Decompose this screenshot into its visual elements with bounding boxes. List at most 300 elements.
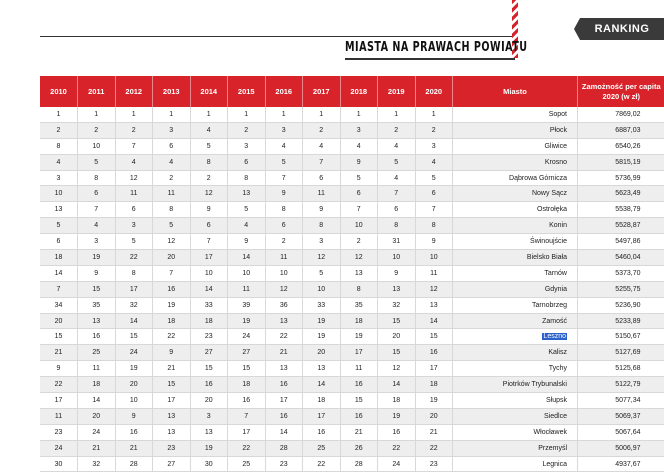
rank-cell: 4 — [40, 154, 78, 170]
rank-cell: 24 — [40, 440, 78, 456]
wealth-cell: 6540,26 — [578, 138, 664, 154]
rank-cell: 15 — [228, 361, 266, 377]
city-name: Sopot — [549, 111, 567, 118]
rank-cell: 20 — [378, 329, 416, 345]
rank-cell: 19 — [340, 329, 378, 345]
rank-cell: 23 — [265, 456, 303, 472]
wealth-cell: 5236,90 — [578, 297, 664, 313]
rank-cell: 15 — [190, 361, 228, 377]
rank-cell: 11 — [415, 265, 453, 281]
rank-cell: 13 — [265, 313, 303, 329]
rank-cell: 2 — [40, 122, 78, 138]
rank-cell: 10 — [40, 186, 78, 202]
rank-cell: 14 — [115, 313, 153, 329]
rank-cell: 35 — [78, 297, 116, 313]
rank-cell: 8 — [378, 218, 416, 234]
table-row — [40, 265, 664, 281]
rank-cell: 6 — [415, 186, 453, 202]
table-row — [40, 250, 664, 266]
rank-cell: 5 — [228, 202, 266, 218]
rank-cell: 27 — [190, 345, 228, 361]
wealth-cell: 5623,49 — [578, 186, 664, 202]
rank-cell: 8 — [40, 138, 78, 154]
rank-cell: 4 — [378, 138, 416, 154]
rank-cell: 15 — [378, 313, 416, 329]
rank-cell: 28 — [340, 456, 378, 472]
rank-cell: 16 — [378, 424, 416, 440]
rank-cell: 17 — [340, 345, 378, 361]
rank-cell: 20 — [40, 313, 78, 329]
rank-cell: 19 — [115, 361, 153, 377]
rank-cell: 21 — [265, 345, 303, 361]
city-cell — [453, 186, 578, 202]
rank-cell: 3 — [228, 138, 266, 154]
rank-cell: 14 — [415, 313, 453, 329]
rank-cell: 12 — [415, 281, 453, 297]
rank-cell: 9 — [303, 202, 341, 218]
rank-cell: 15 — [115, 329, 153, 345]
rank-cell: 13 — [40, 202, 78, 218]
rank-cell: 11 — [228, 281, 266, 297]
rank-cell: 16 — [303, 424, 341, 440]
wealth-cell: 4937,67 — [578, 456, 664, 472]
rank-cell: 7 — [78, 202, 116, 218]
table-row — [40, 440, 664, 456]
rank-cell: 17 — [303, 408, 341, 424]
table-row — [40, 456, 664, 472]
wealth-cell: 6887,03 — [578, 122, 664, 138]
rank-cell: 7 — [190, 234, 228, 250]
city-cell — [453, 281, 578, 297]
rank-cell: 11 — [40, 408, 78, 424]
rank-cell: 3 — [190, 408, 228, 424]
rank-cell: 19 — [190, 440, 228, 456]
rank-cell: 16 — [190, 377, 228, 393]
city-name: Tarnobrzeg — [532, 302, 567, 309]
wealth-cell: 5233,89 — [578, 313, 664, 329]
rank-cell: 20 — [78, 408, 116, 424]
rank-cell: 18 — [153, 313, 191, 329]
city-name: Włocławek — [534, 429, 567, 436]
rank-cell: 32 — [78, 456, 116, 472]
rank-cell: 7 — [115, 138, 153, 154]
rank-cell: 10 — [303, 281, 341, 297]
city-name: Bielsko Biała — [527, 254, 567, 261]
table-row — [40, 361, 664, 377]
rank-cell: 2 — [303, 122, 341, 138]
rank-cell: 9 — [78, 265, 116, 281]
city-cell — [453, 393, 578, 409]
city-cell — [453, 250, 578, 266]
city-name: Nowy Sącz — [532, 190, 567, 197]
wealth-cell: 5006,97 — [578, 440, 664, 456]
rank-cell: 19 — [153, 297, 191, 313]
rank-cell: 6 — [340, 186, 378, 202]
rank-cell: 14 — [378, 377, 416, 393]
rank-cell: 9 — [40, 361, 78, 377]
rank-cell: 8 — [228, 170, 266, 186]
rank-cell: 23 — [153, 440, 191, 456]
column-header-year: 2019 — [378, 76, 416, 107]
rank-cell: 13 — [228, 186, 266, 202]
rank-cell: 6 — [115, 202, 153, 218]
rank-cell: 16 — [228, 393, 266, 409]
rank-cell: 7 — [40, 281, 78, 297]
rank-cell: 5 — [115, 234, 153, 250]
city-cell — [453, 361, 578, 377]
city-cell — [453, 313, 578, 329]
rank-cell: 10 — [115, 393, 153, 409]
rank-cell: 13 — [340, 265, 378, 281]
city-cell — [453, 265, 578, 281]
table-row — [40, 393, 664, 409]
rank-cell: 7 — [303, 154, 341, 170]
rank-cell: 5 — [78, 154, 116, 170]
city-cell — [453, 170, 578, 186]
city-cell — [453, 122, 578, 138]
rank-cell: 10 — [228, 265, 266, 281]
rank-cell: 5 — [153, 218, 191, 234]
rank-cell: 3 — [415, 138, 453, 154]
rank-cell: 28 — [115, 456, 153, 472]
city-cell — [453, 138, 578, 154]
rank-cell: 8 — [78, 170, 116, 186]
page-title: MIASTA NA PRAWACH POWIATU — [345, 40, 528, 55]
city-cell — [453, 218, 578, 234]
rank-cell: 21 — [415, 424, 453, 440]
rank-cell: 1 — [265, 107, 303, 122]
rank-cell: 4 — [228, 218, 266, 234]
rank-cell: 17 — [40, 393, 78, 409]
rank-cell: 9 — [378, 265, 416, 281]
rank-cell: 9 — [115, 408, 153, 424]
rank-cell: 25 — [78, 345, 116, 361]
rank-cell: 6 — [378, 202, 416, 218]
rank-cell: 24 — [378, 456, 416, 472]
rank-cell: 19 — [415, 393, 453, 409]
column-header-year: 2014 — [190, 76, 228, 107]
rank-cell: 17 — [265, 393, 303, 409]
rank-cell: 7 — [340, 202, 378, 218]
city-cell — [453, 440, 578, 456]
rank-cell: 3 — [265, 122, 303, 138]
city-cell — [453, 408, 578, 424]
table-row — [40, 202, 664, 218]
rank-cell: 13 — [378, 281, 416, 297]
rank-cell: 17 — [228, 424, 266, 440]
city-name: Kalisz — [548, 349, 567, 356]
city-name: Krosno — [545, 159, 567, 166]
rank-cell: 14 — [40, 265, 78, 281]
rank-cell: 2 — [378, 122, 416, 138]
rank-cell: 8 — [190, 154, 228, 170]
rank-cell: 16 — [340, 377, 378, 393]
city-cell — [453, 424, 578, 440]
table-row — [40, 329, 664, 345]
rank-cell: 2 — [153, 170, 191, 186]
rank-cell: 5 — [378, 154, 416, 170]
rank-cell: 10 — [340, 218, 378, 234]
rank-cell: 11 — [303, 186, 341, 202]
rank-cell: 24 — [115, 345, 153, 361]
rank-cell: 16 — [153, 281, 191, 297]
rank-cell: 12 — [115, 170, 153, 186]
rank-cell: 16 — [415, 345, 453, 361]
table-row — [40, 234, 664, 250]
rank-cell: 11 — [153, 186, 191, 202]
rank-cell: 11 — [340, 361, 378, 377]
rank-cell: 9 — [340, 154, 378, 170]
city-name: Siedlce — [544, 413, 567, 420]
rank-cell: 5 — [265, 154, 303, 170]
rank-cell: 22 — [228, 440, 266, 456]
table-row — [40, 138, 664, 154]
rank-cell: 3 — [303, 234, 341, 250]
rank-cell: 3 — [153, 122, 191, 138]
table-row — [40, 281, 664, 297]
rank-cell: 1 — [153, 107, 191, 122]
rank-cell: 25 — [303, 440, 341, 456]
rank-cell: 17 — [190, 250, 228, 266]
city-name: Legnica — [542, 461, 567, 468]
table-row — [40, 122, 664, 138]
rank-cell: 13 — [265, 361, 303, 377]
rank-cell: 20 — [115, 377, 153, 393]
rank-cell: 21 — [115, 440, 153, 456]
rank-cell: 4 — [378, 170, 416, 186]
city-name: Tychy — [549, 365, 567, 372]
rank-cell: 2 — [190, 170, 228, 186]
city-name: Zamość — [542, 318, 567, 325]
rank-cell: 5 — [415, 170, 453, 186]
rank-cell: 24 — [228, 329, 266, 345]
rank-cell: 5 — [340, 170, 378, 186]
rank-cell: 5 — [40, 218, 78, 234]
rank-cell: 22 — [303, 456, 341, 472]
rank-cell: 1 — [228, 107, 266, 122]
rank-cell: 12 — [303, 250, 341, 266]
rank-cell: 2 — [265, 234, 303, 250]
column-header-year: 2012 — [115, 76, 153, 107]
rank-cell: 1 — [78, 107, 116, 122]
column-header-year: 2018 — [340, 76, 378, 107]
rank-cell: 21 — [153, 361, 191, 377]
rank-cell: 6 — [40, 234, 78, 250]
rank-cell: 14 — [190, 281, 228, 297]
rank-cell: 33 — [190, 297, 228, 313]
city-name: Słupsk — [546, 397, 567, 404]
rank-cell: 11 — [115, 186, 153, 202]
rank-cell: 32 — [378, 297, 416, 313]
rank-cell: 8 — [115, 265, 153, 281]
rank-cell: 14 — [265, 424, 303, 440]
city-cell — [453, 202, 578, 218]
rank-cell: 28 — [265, 440, 303, 456]
rank-cell: 7 — [378, 186, 416, 202]
rank-cell: 6 — [303, 170, 341, 186]
rank-cell: 6 — [153, 138, 191, 154]
rank-cell: 18 — [78, 377, 116, 393]
rank-cell: 18 — [340, 313, 378, 329]
city-cell — [453, 377, 578, 393]
city-cell — [453, 234, 578, 250]
rank-cell: 4 — [115, 154, 153, 170]
rank-cell: 4 — [340, 138, 378, 154]
rank-cell: 4 — [153, 154, 191, 170]
city-name: Ostrołęka — [537, 206, 567, 213]
city-name: Płock — [550, 127, 567, 134]
rank-cell: 3 — [115, 218, 153, 234]
table-row — [40, 297, 664, 313]
rank-cell: 25 — [228, 456, 266, 472]
wealth-cell: 5255,75 — [578, 281, 664, 297]
rank-cell: 8 — [153, 202, 191, 218]
rank-cell: 22 — [378, 440, 416, 456]
rank-cell: 13 — [415, 297, 453, 313]
rank-cell: 19 — [303, 313, 341, 329]
rank-cell: 10 — [415, 250, 453, 266]
rank-cell: 8 — [265, 202, 303, 218]
city-cell — [453, 297, 578, 313]
city-name: Gdynia — [545, 286, 567, 293]
rank-cell: 12 — [378, 361, 416, 377]
rank-cell: 13 — [78, 313, 116, 329]
rank-cell: 26 — [340, 440, 378, 456]
rank-cell: 4 — [190, 122, 228, 138]
rank-cell: 18 — [190, 313, 228, 329]
city-cell — [453, 154, 578, 170]
table-body — [40, 107, 664, 472]
rank-cell: 10 — [78, 138, 116, 154]
wealth-cell: 5736,99 — [578, 170, 664, 186]
rank-cell: 18 — [415, 377, 453, 393]
table-header-row — [40, 76, 664, 107]
rank-cell: 2 — [228, 122, 266, 138]
rank-cell: 15 — [153, 377, 191, 393]
rank-cell: 16 — [115, 424, 153, 440]
rank-cell: 2 — [415, 122, 453, 138]
rank-cell: 20 — [153, 250, 191, 266]
rank-cell: 34 — [40, 297, 78, 313]
city-name: Leszno — [542, 333, 567, 340]
city-name: Konin — [549, 222, 567, 229]
rank-cell: 23 — [190, 329, 228, 345]
rank-cell: 22 — [153, 329, 191, 345]
rank-cell: 15 — [78, 281, 116, 297]
wealth-cell: 5069,37 — [578, 408, 664, 424]
wealth-cell: 5497,86 — [578, 234, 664, 250]
rank-cell: 7 — [153, 265, 191, 281]
rank-cell: 15 — [415, 329, 453, 345]
rank-cell: 2 — [115, 122, 153, 138]
rank-cell: 1 — [340, 107, 378, 122]
rank-cell: 16 — [340, 408, 378, 424]
city-cell — [453, 345, 578, 361]
column-header-year: 2015 — [228, 76, 266, 107]
rank-cell: 19 — [303, 329, 341, 345]
rank-cell: 30 — [40, 456, 78, 472]
rank-cell: 32 — [115, 297, 153, 313]
rank-cell: 7 — [415, 202, 453, 218]
rank-cell: 1 — [40, 107, 78, 122]
column-header-year: 2020 — [415, 76, 453, 107]
rank-cell: 15 — [40, 329, 78, 345]
rank-cell: 21 — [340, 424, 378, 440]
rank-cell: 14 — [228, 250, 266, 266]
ranking-table — [40, 76, 664, 472]
wealth-cell: 5077,34 — [578, 393, 664, 409]
rank-cell: 9 — [415, 234, 453, 250]
rank-cell: 19 — [378, 408, 416, 424]
rank-cell: 5 — [303, 265, 341, 281]
rank-cell: 20 — [190, 393, 228, 409]
column-header-year: 2016 — [265, 76, 303, 107]
rank-cell: 39 — [228, 297, 266, 313]
rank-cell: 20 — [415, 408, 453, 424]
rank-cell: 13 — [153, 424, 191, 440]
rank-cell: 1 — [190, 107, 228, 122]
rank-cell: 6 — [228, 154, 266, 170]
rank-cell: 10 — [265, 265, 303, 281]
column-header-wealth: Zamożność per capita 2020 (w zł) — [578, 76, 664, 107]
wealth-cell: 5373,70 — [578, 265, 664, 281]
rank-cell: 13 — [153, 408, 191, 424]
rank-cell: 9 — [153, 345, 191, 361]
city-name: Przemyśl — [538, 445, 567, 452]
rank-cell: 14 — [78, 393, 116, 409]
rank-cell: 8 — [415, 218, 453, 234]
wealth-cell: 5127,69 — [578, 345, 664, 361]
rank-cell: 27 — [153, 456, 191, 472]
wealth-cell: 5150,67 — [578, 329, 664, 345]
rank-cell: 12 — [265, 281, 303, 297]
rank-cell: 6 — [190, 218, 228, 234]
rank-cell: 12 — [340, 250, 378, 266]
rank-cell: 19 — [78, 250, 116, 266]
rank-cell: 7 — [228, 408, 266, 424]
rank-cell: 17 — [415, 361, 453, 377]
rank-cell: 2 — [340, 234, 378, 250]
city-name: Dąbrowa Górnicza — [509, 175, 567, 182]
rank-cell: 9 — [228, 234, 266, 250]
wealth-cell: 5460,04 — [578, 250, 664, 266]
rank-cell: 16 — [78, 329, 116, 345]
rank-cell: 18 — [40, 250, 78, 266]
rank-cell: 16 — [265, 377, 303, 393]
rank-cell: 13 — [303, 361, 341, 377]
title-underline — [345, 58, 515, 60]
column-header-year: 2017 — [303, 76, 341, 107]
rank-cell: 33 — [303, 297, 341, 313]
table-row — [40, 218, 664, 234]
rank-cell: 15 — [378, 345, 416, 361]
rank-cell: 1 — [378, 107, 416, 122]
table-row — [40, 170, 664, 186]
column-header-year: 2011 — [78, 76, 116, 107]
rank-cell: 15 — [340, 393, 378, 409]
section-badge: RANKING — [580, 18, 664, 40]
rank-cell: 6 — [78, 186, 116, 202]
rank-cell: 3 — [78, 234, 116, 250]
table-row — [40, 107, 664, 122]
wealth-cell: 5538,79 — [578, 202, 664, 218]
rank-cell: 18 — [228, 377, 266, 393]
rank-cell: 22 — [415, 440, 453, 456]
column-header-year: 2013 — [153, 76, 191, 107]
city-name: Świnoujście — [530, 238, 567, 245]
rank-cell: 22 — [265, 329, 303, 345]
header-rule — [40, 36, 512, 37]
